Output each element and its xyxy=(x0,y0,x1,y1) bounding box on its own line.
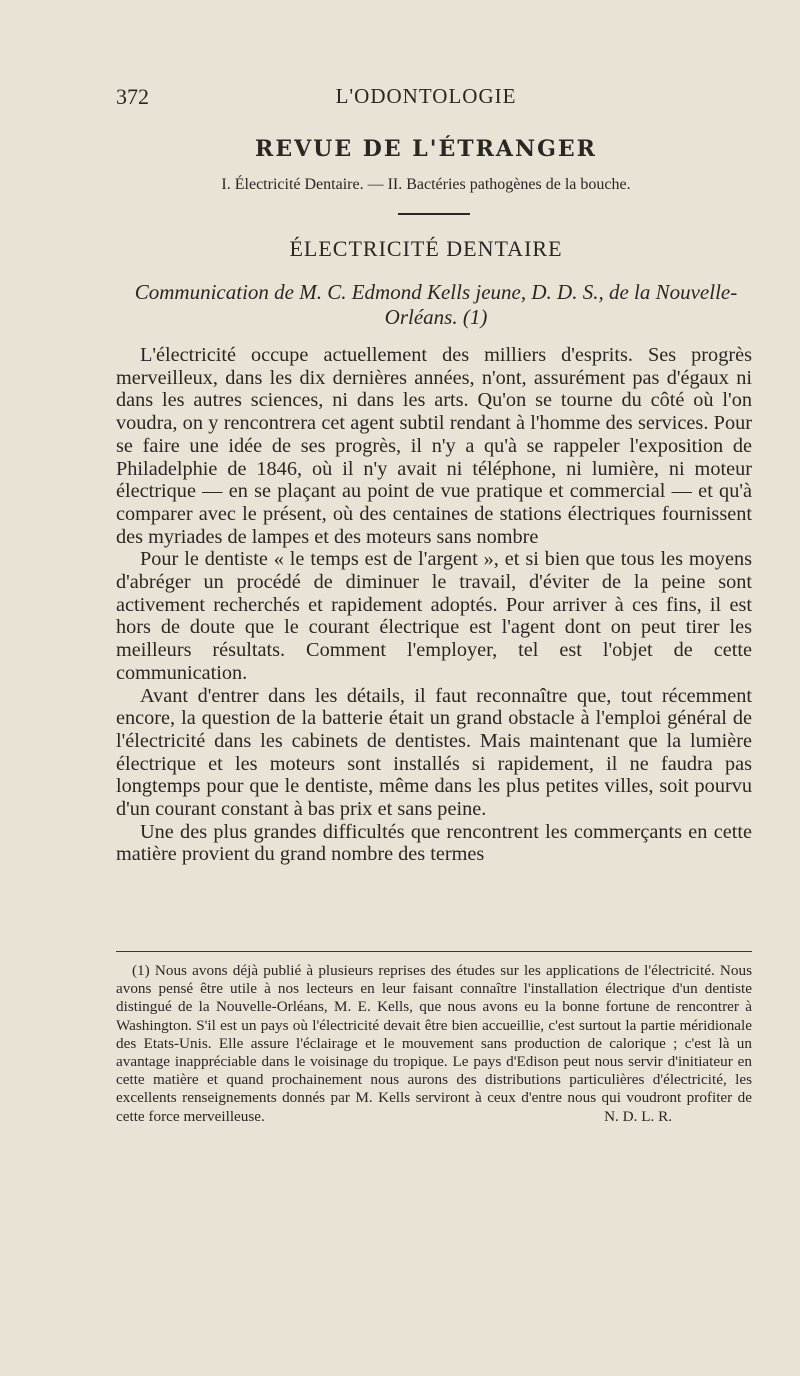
article-title: ÉLECTRICITÉ DENTAIRE xyxy=(289,236,563,261)
body-paragraph: Une des plus grandes difficultés que rencontrent les commerçants en cette matière provient du grand nombre des termes xyxy=(116,820,752,866)
footnote-rule xyxy=(116,951,752,952)
article-byline: Communication de M. C. Edmond Kells jeune, D. D. S., de la Nouvelle-Orléans. (1) xyxy=(134,280,738,329)
footnote xyxy=(116,962,752,1126)
title-divider xyxy=(398,213,470,215)
article-body xyxy=(116,344,752,866)
body-paragraph: Avant d'entrer dans les détails, il faut reconnaître que, tout récemment encore, la question de la batterie était un grand obstacle à l'emploi général de l'électricité dans les cabinets de dentistes. Mais maintenant que la lumière électrique et les moteurs sont installés si rapidement, il ne faudra pas longtemps pour que le dentiste, même dans les plus petites villes, soit pourvu d'un courant constant à bas prix et sans peine. xyxy=(116,684,752,821)
journal-title: L'ODONTOLOGIE xyxy=(335,84,517,108)
footnote-signature: N. D. L. R. xyxy=(604,1107,672,1125)
body-paragraph: L'électricité occupe actuellement des milliers d'esprits. Ses progrès merveilleux, dans les dix dernières années, n'ont, assurément pas d'égaux ni dans les autres sciences, ni dans les arts. Qu'on se tourne du côté où l'on voudra, on y rencontrera cet agent subtil rendant à l'homme des services. Pour se faire une idée de ses progrès, il n'y a qu'à se rappeler l'exposition de Philadelphie de 1846, où il n'y avait ni téléphone, ni lumière, ni moteur électrique — en se plaçant au point de vue pratique et commercial — et qu'à comparer avec le présent, où des centaines de stations électriques fournissent des myriades de lampes et des moteurs sans nombre xyxy=(116,344,752,548)
page-number: 372 xyxy=(116,84,149,109)
section-title: REVUE DE L'ÉTRANGER xyxy=(255,136,597,162)
footnote-text: (1) Nous avons déjà publié à plusieurs reprises des études sur les applications de l'électricité. Nous avons pensé être utile à nos lecteurs en leur faisant connaître l'installation électrique d'un dentiste distingué de la Nouvelle-Orléans, M. E. Kells, que nous avons eu la bonne fortune de rencontrer à Washington. S'il est un pays où l'électricité devait être bien accueillie, c'est surtout la partie méridionale des Etats-Unis. Elle assure l'éclairage et le mouvement sans production de calorique ; c'est là un avantage inappréciable dans le voisinage du tropique. Le pays d'Edison peut nous servir d'initiateur en cette matière et quand prochainement nous aurons des distributions particulières d'électricité, les excellents renseignements donnés par M. Kells serviront à ceux d'entre nous qui voudront profiter de cette force merveilleuse. xyxy=(116,962,752,1125)
section-contents: I. Électricité Dentaire. — II. Bactéries pathogènes de la bouche. xyxy=(221,176,631,193)
body-paragraph: Pour le dentiste « le temps est de l'argent », et si bien que tous les moyens d'abréger un procédé de diminuer le travail, d'éviter de la peine sont activement recherchés et rapidement adoptés. Pour arriver à ces fins, il est hors de doute que le courant électrique est l'agent dont on peut tirer les meilleurs résultats. Comment l'employer, tel est l'objet de cette communication. xyxy=(116,548,752,684)
running-head xyxy=(116,84,736,114)
